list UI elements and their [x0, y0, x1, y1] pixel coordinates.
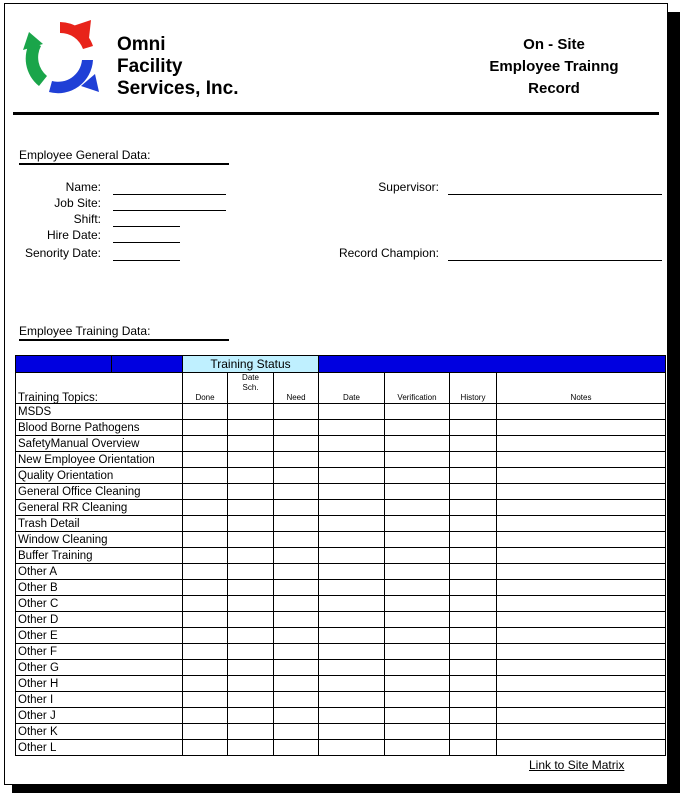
document-title — [459, 34, 649, 100]
need-cell[interactable] — [274, 420, 319, 436]
supervisor-label: Supervisor: — [378, 180, 439, 194]
notes-cell[interactable] — [497, 676, 666, 692]
history-cell[interactable] — [450, 724, 497, 740]
notes-cell[interactable] — [497, 692, 666, 708]
history-cell[interactable] — [450, 420, 497, 436]
training-topic-name: New Employee Orientation — [16, 452, 183, 468]
recycle-arrows-logo-icon — [19, 16, 101, 98]
date-cell[interactable] — [319, 484, 385, 500]
training-topic-name: Other A — [16, 564, 183, 580]
training-topic-name: Quality Orientation — [16, 468, 183, 484]
need-cell[interactable] — [274, 484, 319, 500]
history-cell[interactable] — [450, 676, 497, 692]
training-topic-name: Other B — [16, 580, 183, 596]
need-cell[interactable] — [274, 676, 319, 692]
doc-title-line-2: Employee Trainng — [489, 58, 619, 75]
notes-cell[interactable] — [497, 612, 666, 628]
training-topic-name: Other D — [16, 612, 183, 628]
date-cell[interactable] — [319, 404, 385, 420]
done-cell[interactable] — [183, 452, 228, 468]
done-cell[interactable] — [183, 404, 228, 420]
training-status-header: Training Status — [183, 356, 319, 373]
notes-cell[interactable] — [497, 516, 666, 532]
table-row — [16, 404, 666, 420]
need-cell[interactable] — [274, 452, 319, 468]
done-cell[interactable] — [183, 660, 228, 676]
verification-cell[interactable] — [385, 548, 450, 564]
table-row — [16, 484, 666, 500]
verification-column-header: Verification — [385, 373, 450, 404]
history-cell[interactable] — [450, 596, 497, 612]
verification-cell[interactable] — [385, 596, 450, 612]
doc-title-line-1: On - Site — [523, 36, 585, 53]
history-cell[interactable] — [450, 660, 497, 676]
date-cell[interactable] — [319, 580, 385, 596]
need-cell[interactable] — [274, 532, 319, 548]
table-row — [16, 612, 666, 628]
date-sch-cell[interactable] — [228, 676, 274, 692]
notes-cell[interactable] — [497, 468, 666, 484]
table-row — [16, 596, 666, 612]
history-cell[interactable] — [450, 628, 497, 644]
date-sch-cell[interactable] — [228, 708, 274, 724]
history-cell[interactable] — [450, 500, 497, 516]
training-table — [15, 355, 666, 756]
done-cell[interactable] — [183, 436, 228, 452]
notes-column-header: Notes — [497, 373, 666, 404]
date-cell[interactable] — [319, 452, 385, 468]
date-cell[interactable] — [319, 660, 385, 676]
table-row — [16, 676, 666, 692]
date-sch-cell[interactable] — [228, 644, 274, 660]
date-cell[interactable] — [319, 740, 385, 756]
date-cell[interactable] — [319, 500, 385, 516]
table-row — [16, 708, 666, 724]
date-cell[interactable] — [319, 644, 385, 660]
verification-cell[interactable] — [385, 484, 450, 500]
notes-cell[interactable] — [497, 452, 666, 468]
history-cell[interactable] — [450, 484, 497, 500]
training-topic-name: SafetyManual Overview — [16, 436, 183, 452]
need-cell[interactable] — [274, 596, 319, 612]
date-cell[interactable] — [319, 708, 385, 724]
training-topic-name: Trash Detail — [16, 516, 183, 532]
verification-cell[interactable] — [385, 740, 450, 756]
history-cell[interactable] — [450, 468, 497, 484]
notes-cell[interactable] — [497, 660, 666, 676]
done-cell[interactable] — [183, 644, 228, 660]
need-cell[interactable] — [274, 404, 319, 420]
training-topic-name: Other E — [16, 628, 183, 644]
training-topics-header: Training Topics: — [16, 373, 112, 404]
done-cell[interactable] — [183, 468, 228, 484]
table-color-header — [16, 356, 666, 373]
done-column-header: Done — [183, 373, 228, 404]
company-line-3: Services, Inc. — [117, 78, 239, 99]
history-cell[interactable] — [450, 564, 497, 580]
date-cell[interactable] — [319, 420, 385, 436]
date-sch-cell[interactable] — [228, 740, 274, 756]
need-cell[interactable] — [274, 628, 319, 644]
shift-label: Shift: — [73, 212, 101, 226]
date-sch-cell[interactable] — [228, 724, 274, 740]
date-cell[interactable] — [319, 548, 385, 564]
date-cell[interactable] — [319, 676, 385, 692]
need-column-header: Need — [274, 373, 319, 404]
date-sch-cell[interactable] — [228, 516, 274, 532]
notes-cell[interactable] — [497, 740, 666, 756]
history-cell[interactable] — [450, 516, 497, 532]
history-cell[interactable] — [450, 452, 497, 468]
table-row — [16, 500, 666, 516]
site-matrix-link[interactable]: Link to Site Matrix — [529, 758, 625, 772]
verification-cell[interactable] — [385, 580, 450, 596]
training-topic-name: Other F — [16, 644, 183, 660]
verification-cell[interactable] — [385, 692, 450, 708]
verification-cell[interactable] — [385, 564, 450, 580]
date-sch-cell[interactable] — [228, 612, 274, 628]
done-cell[interactable] — [183, 580, 228, 596]
notes-cell[interactable] — [497, 580, 666, 596]
seniority-date-field[interactable] — [113, 260, 180, 261]
training-topic-name: Other C — [16, 596, 183, 612]
notes-cell[interactable] — [497, 708, 666, 724]
notes-cell[interactable] — [497, 564, 666, 580]
history-cell[interactable] — [450, 644, 497, 660]
done-cell[interactable] — [183, 724, 228, 740]
verification-cell[interactable] — [385, 628, 450, 644]
table-row — [16, 564, 666, 580]
company-line-1: Omni — [117, 34, 166, 55]
table-row — [16, 628, 666, 644]
need-cell[interactable] — [274, 468, 319, 484]
table-row — [16, 420, 666, 436]
training-topic-name: Other G — [16, 660, 183, 676]
history-cell[interactable] — [450, 580, 497, 596]
date-sch-column-header — [228, 373, 274, 404]
date-sch-cell[interactable] — [228, 436, 274, 452]
training-data-heading: Employee Training Data: — [19, 324, 229, 341]
name-field[interactable] — [113, 194, 226, 195]
date-sch-cell[interactable] — [228, 628, 274, 644]
done-cell[interactable] — [183, 612, 228, 628]
table-row — [16, 692, 666, 708]
history-cell[interactable] — [450, 548, 497, 564]
history-cell[interactable] — [450, 740, 497, 756]
shift-field[interactable] — [113, 226, 180, 227]
date-sch-cell[interactable] — [228, 660, 274, 676]
record-champion-label: Record Champion: — [338, 246, 439, 260]
blue-bar-cell — [112, 356, 183, 373]
date-sch-cell[interactable] — [228, 564, 274, 580]
date-sch-cell[interactable] — [228, 596, 274, 612]
need-cell[interactable] — [274, 516, 319, 532]
need-cell[interactable] — [274, 564, 319, 580]
training-topic-name: Blood Borne Pathogens — [16, 420, 183, 436]
training-topic-name: Other K — [16, 724, 183, 740]
done-cell[interactable] — [183, 740, 228, 756]
date-sch-cell[interactable] — [228, 468, 274, 484]
done-cell[interactable] — [183, 500, 228, 516]
hire-date-field[interactable] — [113, 242, 180, 243]
date-cell[interactable] — [319, 564, 385, 580]
date-cell[interactable] — [319, 692, 385, 708]
done-cell[interactable] — [183, 420, 228, 436]
topics-header-gap — [112, 373, 183, 404]
training-topic-name: Window Cleaning — [16, 532, 183, 548]
verification-cell[interactable] — [385, 436, 450, 452]
form-page — [4, 3, 668, 785]
blue-bar-cell — [16, 356, 112, 373]
date-cell[interactable] — [319, 532, 385, 548]
date-sch-line-1: Date — [242, 373, 259, 382]
table-row — [16, 580, 666, 596]
need-cell[interactable] — [274, 548, 319, 564]
date-sch-cell[interactable] — [228, 452, 274, 468]
date-cell[interactable] — [319, 628, 385, 644]
verification-cell[interactable] — [385, 676, 450, 692]
training-topic-name: Other H — [16, 676, 183, 692]
done-cell[interactable] — [183, 692, 228, 708]
date-sch-cell[interactable] — [228, 532, 274, 548]
date-cell[interactable] — [319, 596, 385, 612]
verification-cell[interactable] — [385, 404, 450, 420]
done-cell[interactable] — [183, 676, 228, 692]
notes-cell[interactable] — [497, 724, 666, 740]
supervisor-field[interactable] — [448, 194, 662, 195]
table-row — [16, 644, 666, 660]
date-cell[interactable] — [319, 724, 385, 740]
training-topic-name: Other L — [16, 740, 183, 756]
need-cell[interactable] — [274, 724, 319, 740]
table-row — [16, 436, 666, 452]
date-column-header: Date — [319, 373, 385, 404]
seniority-date-label: Senority Date: — [24, 246, 101, 260]
training-topic-name: Other I — [16, 692, 183, 708]
name-label: Name: — [65, 180, 101, 194]
need-cell[interactable] — [274, 644, 319, 660]
table-row — [16, 452, 666, 468]
table-row — [16, 516, 666, 532]
date-cell[interactable] — [319, 516, 385, 532]
general-data-heading: Employee General Data: — [19, 148, 229, 165]
done-cell[interactable] — [183, 564, 228, 580]
date-sch-cell[interactable] — [228, 500, 274, 516]
table-row — [16, 660, 666, 676]
done-cell[interactable] — [183, 596, 228, 612]
notes-cell[interactable] — [497, 628, 666, 644]
blue-bar-cell — [319, 356, 666, 373]
verification-cell[interactable] — [385, 660, 450, 676]
notes-cell[interactable] — [497, 644, 666, 660]
need-cell[interactable] — [274, 612, 319, 628]
verification-cell[interactable] — [385, 516, 450, 532]
history-cell[interactable] — [450, 692, 497, 708]
verification-cell[interactable] — [385, 708, 450, 724]
doc-title-line-3: Record — [528, 80, 580, 97]
date-sch-cell[interactable] — [228, 420, 274, 436]
training-topic-name: Buffer Training — [16, 548, 183, 564]
date-sch-cell[interactable] — [228, 580, 274, 596]
notes-cell[interactable] — [497, 404, 666, 420]
date-sch-cell[interactable] — [228, 484, 274, 500]
verification-cell[interactable] — [385, 452, 450, 468]
notes-cell[interactable] — [497, 436, 666, 452]
date-sch-cell[interactable] — [228, 404, 274, 420]
training-topic-name: General RR Cleaning — [16, 500, 183, 516]
date-cell[interactable] — [319, 468, 385, 484]
done-cell[interactable] — [183, 708, 228, 724]
table-row — [16, 468, 666, 484]
history-cell[interactable] — [450, 532, 497, 548]
done-cell[interactable] — [183, 628, 228, 644]
header-divider — [13, 112, 659, 115]
need-cell[interactable] — [274, 660, 319, 676]
history-cell[interactable] — [450, 708, 497, 724]
verification-cell[interactable] — [385, 500, 450, 516]
done-cell[interactable] — [183, 516, 228, 532]
table-row — [16, 532, 666, 548]
verification-cell[interactable] — [385, 724, 450, 740]
history-column-header: History — [450, 373, 497, 404]
notes-cell[interactable] — [497, 420, 666, 436]
date-sch-cell[interactable] — [228, 548, 274, 564]
notes-cell[interactable] — [497, 532, 666, 548]
history-cell[interactable] — [450, 612, 497, 628]
done-cell[interactable] — [183, 484, 228, 500]
need-cell[interactable] — [274, 692, 319, 708]
training-topic-name: MSDS — [16, 404, 183, 420]
company-name — [117, 34, 238, 100]
table-row — [16, 724, 666, 740]
verification-cell[interactable] — [385, 644, 450, 660]
notes-cell[interactable] — [497, 596, 666, 612]
training-topic-name: Other J — [16, 708, 183, 724]
table-row — [16, 548, 666, 564]
need-cell[interactable] — [274, 436, 319, 452]
need-cell[interactable] — [274, 500, 319, 516]
notes-cell[interactable] — [497, 484, 666, 500]
verification-cell[interactable] — [385, 420, 450, 436]
column-header-row — [16, 373, 666, 404]
verification-cell[interactable] — [385, 532, 450, 548]
record-champion-field[interactable] — [448, 260, 662, 261]
verification-cell[interactable] — [385, 468, 450, 484]
hire-date-label: Hire Date: — [46, 228, 101, 242]
date-sch-cell[interactable] — [228, 692, 274, 708]
history-cell[interactable] — [450, 404, 497, 420]
table-row — [16, 740, 666, 756]
need-cell[interactable] — [274, 708, 319, 724]
date-cell[interactable] — [319, 436, 385, 452]
notes-cell[interactable] — [497, 548, 666, 564]
history-cell[interactable] — [450, 436, 497, 452]
verification-cell[interactable] — [385, 612, 450, 628]
notes-cell[interactable] — [497, 500, 666, 516]
job-site-field[interactable] — [113, 210, 226, 211]
done-cell[interactable] — [183, 548, 228, 564]
need-cell[interactable] — [274, 580, 319, 596]
company-line-2: Facility — [117, 56, 183, 77]
date-cell[interactable] — [319, 612, 385, 628]
job-site-label: Job Site: — [54, 196, 101, 210]
need-cell[interactable] — [274, 740, 319, 756]
done-cell[interactable] — [183, 532, 228, 548]
date-sch-line-2: Sch. — [242, 383, 259, 392]
training-topic-name: General Office Cleaning — [16, 484, 183, 500]
